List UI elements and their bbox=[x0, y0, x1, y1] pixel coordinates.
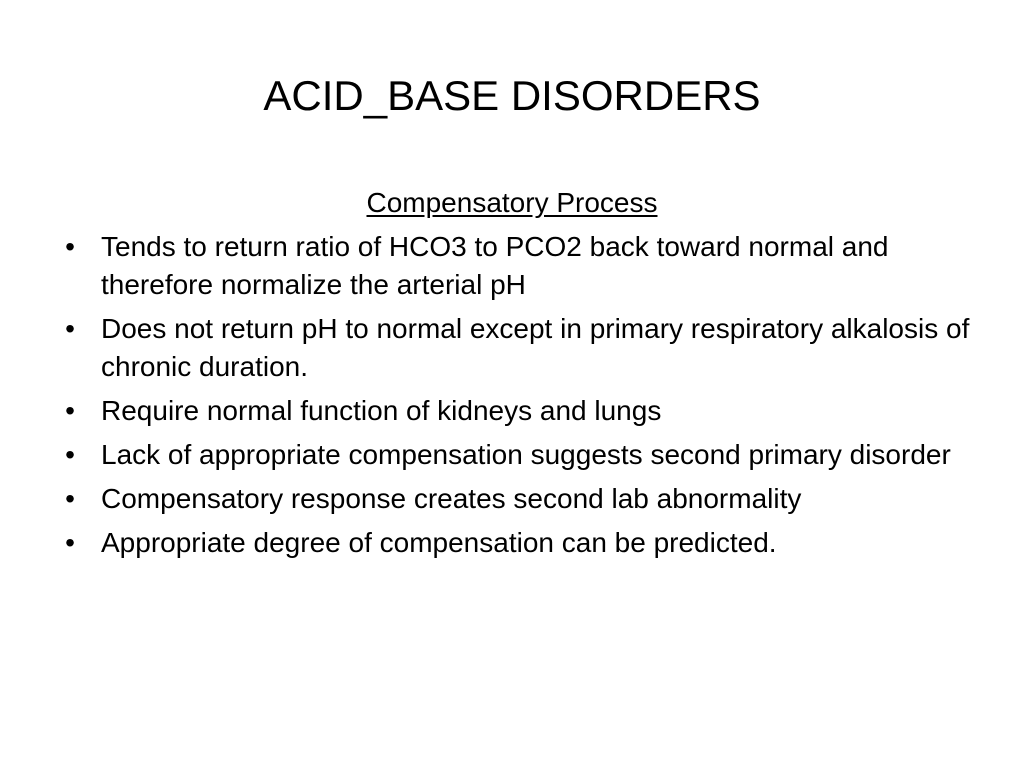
bullet-text: Lack of appropriate compensation suggests second primary disorder bbox=[101, 439, 951, 470]
bullet-icon: • bbox=[65, 231, 75, 262]
bullet-icon: • bbox=[65, 483, 75, 514]
bullet-text: Compensatory response creates second lab abnormality bbox=[101, 483, 802, 514]
bullet-item bbox=[0, 310, 991, 386]
bullet-icon: • bbox=[65, 313, 75, 344]
bullet-item bbox=[0, 392, 991, 430]
bullet-item bbox=[0, 228, 991, 304]
bullet-icon: • bbox=[65, 439, 75, 470]
bullet-item bbox=[0, 480, 1000, 518]
bullet-item bbox=[0, 436, 991, 474]
bullet-text: Require normal function of kidneys and lungs bbox=[101, 395, 662, 426]
bullet-icon: • bbox=[65, 395, 75, 426]
bullet-icon: • bbox=[65, 527, 75, 558]
bullet-text: Tends to return ratio of HCO3 to PCO2 back toward normal and therefore normalize the arterial pH bbox=[101, 231, 889, 300]
bullet-text: Appropriate degree of compensation can be predicted. bbox=[101, 527, 777, 558]
bullet-item bbox=[0, 524, 991, 562]
bullet-text: Does not return pH to normal except in primary respiratory alkalosis of chronic duration. bbox=[101, 313, 970, 382]
bullet-list bbox=[0, 228, 1000, 568]
slide-title: ACID_BASE DISORDERS bbox=[263, 72, 761, 119]
section-subheading: Compensatory Process bbox=[366, 187, 658, 218]
